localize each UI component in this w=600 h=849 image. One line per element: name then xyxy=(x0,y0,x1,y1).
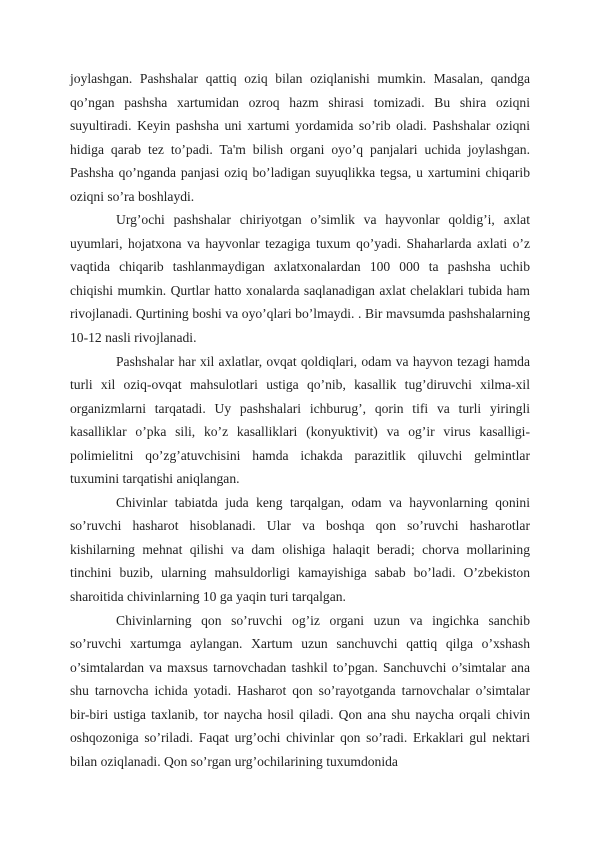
paragraph-2: Urg’ochi pashshalar chiriyotgan o’simlik va hayvonlar qoldig’i, axlat uyumlari, hojatxona va hayvonlar tezagiga tuxum qo’yadi. Shaharlarda axlati o’z vaqtida chiqarib tashlanmaydigan axlatxonalardan 100 000 ta pashsha uchib chiqishi mumkin. Qurtlar hatto xonalarda saqlanadigan axlat chelaklari tubida ham rivojlanadi. Qurtining boshi va oyo’qlari bo’lmaydi. . Bir mavsumda pashshalarning 10-12 nasli rivojlanadi. xyxy=(70,212,530,346)
paragraph-1: joylashgan. Pashshalar qattiq oziq bilan oziqlanishi mumkin. Masalan, qandga qo’ngan pashsha xartumidan ozroq hazm shirasi tomizadi. Bu shira oziqni suyultiradi. Keyin pashsha uni xartumi yordamida so’rib oladi. Pashshalar oziqni hidiga qarab tez to’padi. Ta'm bilish organi oyo’q panjalari uchida joylashgan. Pashsha qo’nganda panjasi oziq bo’ladigan suyuqlikka tegsa, u xartumini chiqarib oziqni so’ra boshlaydi. xyxy=(70,71,530,204)
paragraph-3: Pashshalar har xil axlatlar, ovqat qoldiqlari, odam va hayvon tezagi hamda turli xil oziq-ovqat mahsulotlari ustiga qo’nib, kasallik tug’diruvchi xilma-xil organizmlarni tarqatadi. Uy pashshalari ichburug’, qorin tifi va turli yiringli kasalliklar o’pka sili, ko’z kasalliklari (konyuktivit) va og’ir virus kasalligi-polimielitni qo’zg’atuvchisini hamda ichakda parazitlik qiluvchi gelmintlar tuxumini tarqatishi aniqlangan. xyxy=(70,353,530,487)
body-text xyxy=(70,67,530,773)
paragraph-5: Chivinlarning qon so’ruvchi og’iz organi uzun va ingichka sanchib so’ruvchi xartumga aylangan. Xartum uzun sanchuvchi qattiq qilga o’xshash o’simtalardan va maxsus tarnovchadan tashkil to’pgan. Sanchuvchi o’simtalar ana shu tarnovcha ichida yotadi. Hasharot qon so’rayotganda tarnovchalar o’simtalar bir-biri ustiga taxlanib, tor naycha hosil qiladi. Qon ana shu naycha orqali chivin oshqozoniga so’riladi. Faqat urg’ochi chivinlar qon so’radi. Erkaklari gul nektari bilan oziqlanadi. Qon so’rgan urg’ochilarining tuxumdonida xyxy=(70,612,530,769)
paragraph-4: Chivinlar tabiatda juda keng tarqalgan, odam va hayvonlarning qonini so’ruvchi hasharot hisoblanadi. Ular va boshqa qon so’ruvchi hasharotlar kishilarning mehnat qilishi va dam olishiga halaqit beradi; chorva mollarining tinchini buzib, ularning mahsuldorligi kamayishiga sabab bo’ladi. O’zbekiston sharoitida chivinlarning 10 ga yaqin turi tarqalgan. xyxy=(70,494,530,605)
